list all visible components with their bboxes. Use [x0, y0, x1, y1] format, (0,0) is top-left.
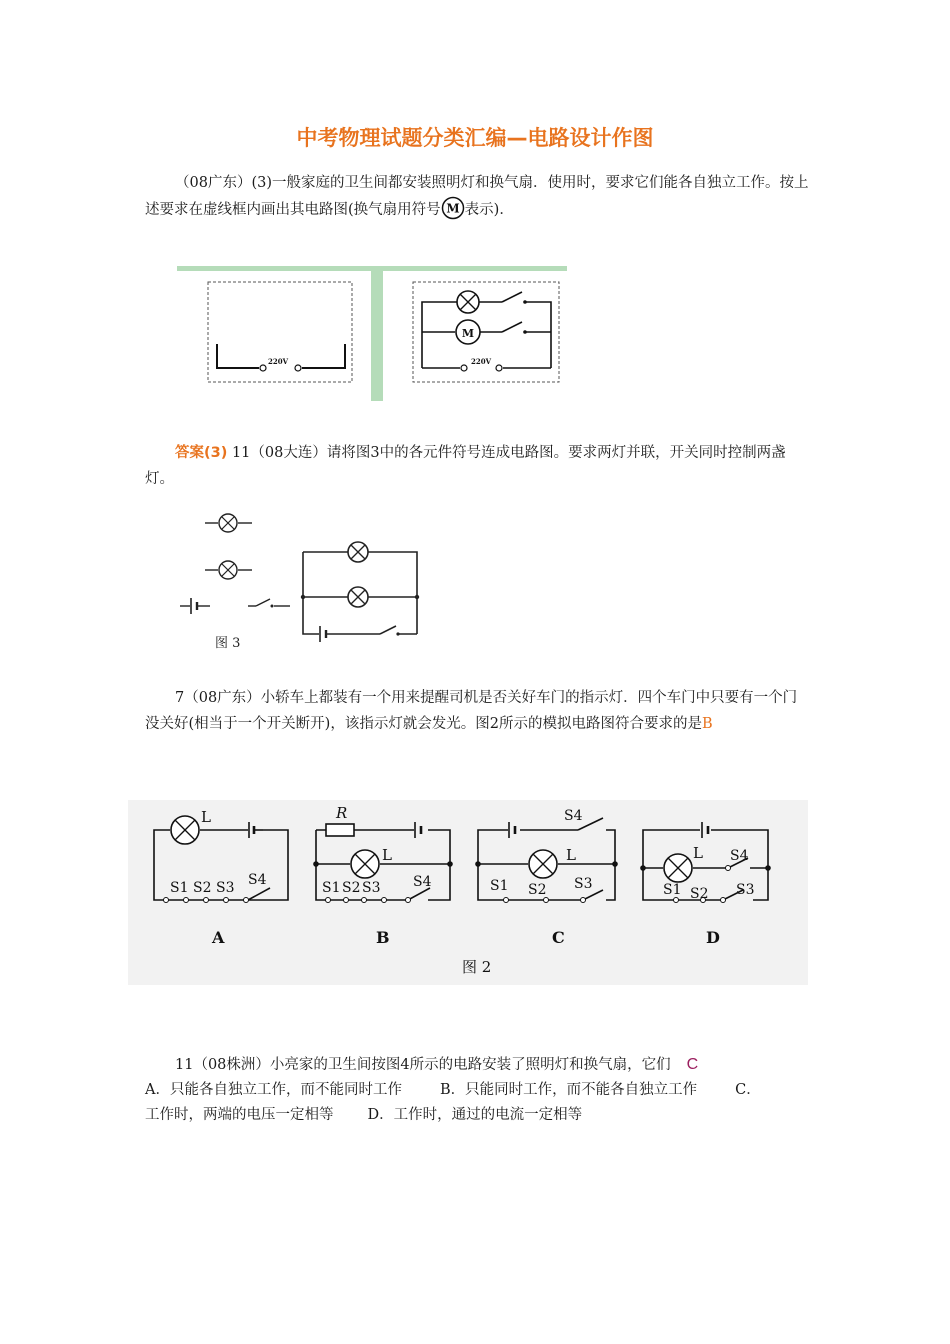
svg-text:220V: 220V — [471, 357, 492, 366]
svg-text:L: L — [566, 846, 576, 864]
svg-text:S1: S1 — [490, 878, 509, 894]
svg-text:S3: S3 — [736, 882, 755, 898]
option-c-start: C． — [735, 1082, 761, 1098]
option-b: B．只能同时工作，而不能各自独立工作 — [439, 1082, 698, 1098]
question-4-options-line-1 — [145, 1077, 810, 1103]
figure-3-circuit — [170, 505, 430, 655]
question-2-text — [145, 440, 810, 492]
question-1-text-a: （08广东）(3)一般家庭的卫生间都安装照明灯和换气扇．使用时，要求它们能各自独立工作。按上述要求在虚线框内画出其电路图(换气扇用符号 — [145, 175, 809, 218]
svg-text:S3: S3 — [574, 876, 593, 892]
svg-text:M: M — [446, 201, 460, 216]
page-title: 中考物理试题分类汇编—电路设计作图 — [296, 126, 654, 150]
svg-text:S3: S3 — [216, 880, 235, 896]
svg-text:S1: S1 — [663, 882, 682, 898]
switch-icon — [502, 292, 522, 302]
switch-icon — [380, 626, 396, 634]
answer-label: 答案(3) — [175, 445, 228, 461]
question-4-text — [145, 1052, 810, 1078]
svg-text:L: L — [693, 844, 703, 862]
resistor-icon — [326, 824, 354, 836]
option-d: D．工作时，通过的电流一定相等 — [367, 1107, 583, 1123]
svg-text:S1: S1 — [170, 880, 189, 896]
svg-text:S3: S3 — [362, 880, 381, 896]
figure-2-caption: 图 2 — [462, 958, 492, 976]
question-2-body: 11（08大连）请将图3中的各元件符号连成电路图。要求两灯并联，开关同时控制两盏灯。 — [145, 445, 786, 487]
svg-text:S4: S4 — [413, 874, 432, 890]
svg-text:R: R — [336, 804, 348, 822]
figure-bathroom-circuit — [177, 266, 567, 401]
question-1-text — [145, 170, 810, 223]
question-4-body: 11（08株洲）小亮家的卫生间按图4所示的电路安装了照明灯和换气扇，它们 — [175, 1057, 671, 1073]
svg-text:220V: 220V — [268, 357, 289, 366]
question-4-answer: C — [686, 1056, 699, 1073]
svg-text:L: L — [201, 808, 211, 826]
svg-text:S2: S2 — [193, 880, 212, 896]
option-c-end: 工作时，两端的电压一定相等 — [145, 1107, 334, 1123]
svg-text:S4: S4 — [564, 808, 583, 824]
motor-symbol-icon — [441, 196, 465, 220]
switch-icon — [502, 322, 522, 332]
svg-text:S2: S2 — [690, 886, 709, 902]
svg-text:D: D — [706, 928, 720, 947]
svg-text:L: L — [382, 846, 392, 864]
svg-text:S4: S4 — [248, 872, 267, 888]
svg-text:S4: S4 — [730, 848, 749, 864]
figure-2-circuits — [128, 800, 808, 985]
question-1-text-b: 表示)． — [464, 202, 514, 218]
switch-icon — [256, 599, 270, 606]
option-a: A．只能各自独立工作，而不能同时工作 — [145, 1082, 402, 1098]
svg-text:S2: S2 — [342, 880, 361, 896]
svg-text:M: M — [461, 327, 475, 340]
question-3-body: 7（08广东）小轿车上都装有一个用来提醒司机是否关好车门的指示灯．四个车门中只要有一个门没关好(相当于一个开关断开)，该指示灯就会发光。图2所示的模拟电路图符合要求的是 — [145, 690, 798, 732]
svg-text:C: C — [552, 928, 565, 947]
svg-text:S1: S1 — [322, 880, 341, 896]
figure-3-caption: 图 3 — [215, 636, 241, 651]
question-4-options-line-2 — [145, 1102, 810, 1128]
svg-text:A: A — [212, 928, 225, 947]
question-3-text — [145, 685, 810, 737]
svg-text:S2: S2 — [528, 882, 547, 898]
question-3-answer: B — [702, 716, 713, 732]
svg-text:B: B — [376, 928, 390, 947]
